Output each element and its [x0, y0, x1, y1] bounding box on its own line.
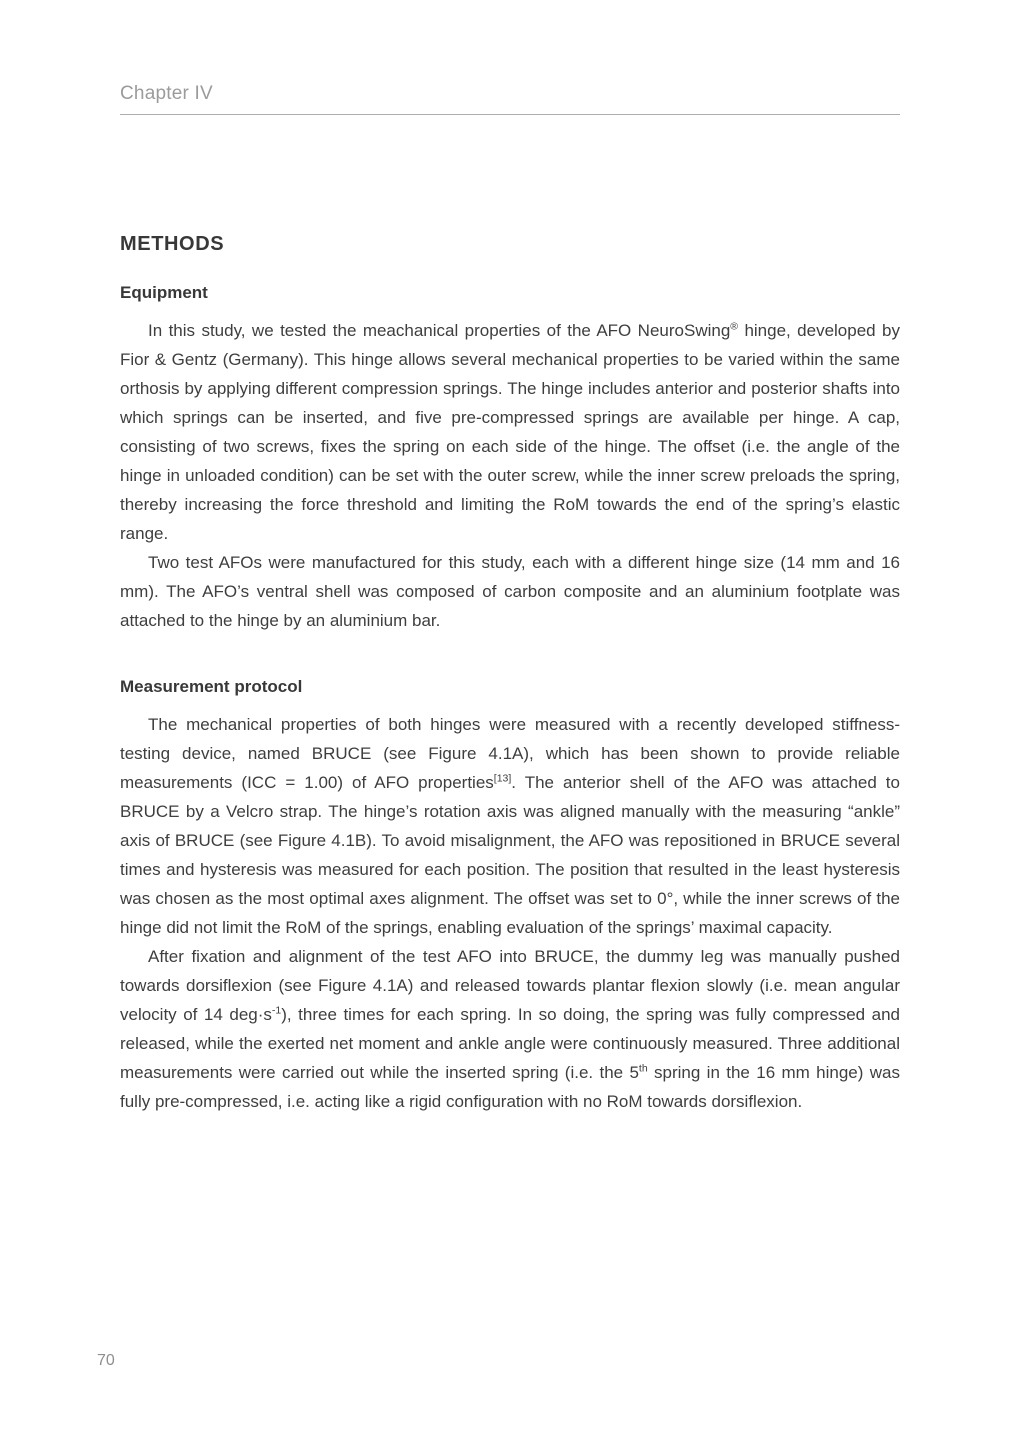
paragraph-measurement-1: The mechanical properties of both hinges were measured with a recently developed stiffness-testing device, named BRUCE (see Figure 4.1A), which has been shown to provide reliable measurements (ICC = 1.00) of AFO properties[13]. The anterior shell of the AFO was attached to BRUCE by a Velcro strap. The hinge’s rotation axis was aligned manually with the measuring “ankle” axis of BRUCE (see Figure 4.1B). To avoid misalignment, the AFO was repositioned in BRUCE several times and hysteresis was measured for each position. The position that resulted in the least hysteresis was chosen as the most optimal axes alignment. The offset was set to 0°, while the inner screws of the hinge did not limit the RoM of the springs, enabling evaluation of the springs’ maximal capacity. [120, 715, 900, 937]
paragraph-equipment-1: In this study, we tested the meachanical properties of the AFO NeuroSwing® hinge, developed by Fior & Gentz (Germany). This hinge allows several mechanical properties to be varied within the same orthosis by applying different compression springs. The hinge includes anterior and posterior shafts into which springs can be inserted, and five pre-compressed springs are available per hinge. A cap, consisting of two screws, fixes the spring on each side of the hinge. The offset (i.e. the angle of the hinge in unloaded condition) can be set with the outer screw, while the inner screw preloads the spring, thereby increasing the force threshold and limiting the RoM towards the end of the spring’s elastic range. [120, 320, 900, 543]
paragraph-equipment-2: Two test AFOs were manufactured for this study, each with a different hinge size (14 mm and 16 mm). The AFO’s ventral shell was composed of carbon composite and an aluminium footplate was attached to the hinge by an aluminium bar. [120, 553, 900, 630]
page-number: 70 [97, 1352, 115, 1369]
paragraph-measurement-2: After fixation and alignment of the test AFO into BRUCE, the dummy leg was manually pushed towards dorsiflexion (see Figure 4.1A) and released towards plantar flexion slowly (i.e. mean angular velocity of 14 $deg\cdot s^{-1}$), three times for each spring. In so doing, the spring was fully compressed and released, while the exerted net moment and ankle angle were continuously measured. Three additional measurements were carried out while the inserted spring (i.e. the 5th spring in the 16 mm hinge) was fully pre-compressed, i.e. acting like a rigid configuration with no RoM towards dorsiflexion. [120, 947, 901, 1111]
section-heading-methods: METHODS [120, 233, 225, 255]
page-content [120, 0, 900, 1116]
subsection-heading-equipment: Equipment [120, 283, 208, 302]
chapter-label: Chapter IV [120, 83, 213, 104]
subsection-heading-measurement-protocol: Measurement protocol [120, 677, 303, 696]
running-header [120, 0, 900, 115]
